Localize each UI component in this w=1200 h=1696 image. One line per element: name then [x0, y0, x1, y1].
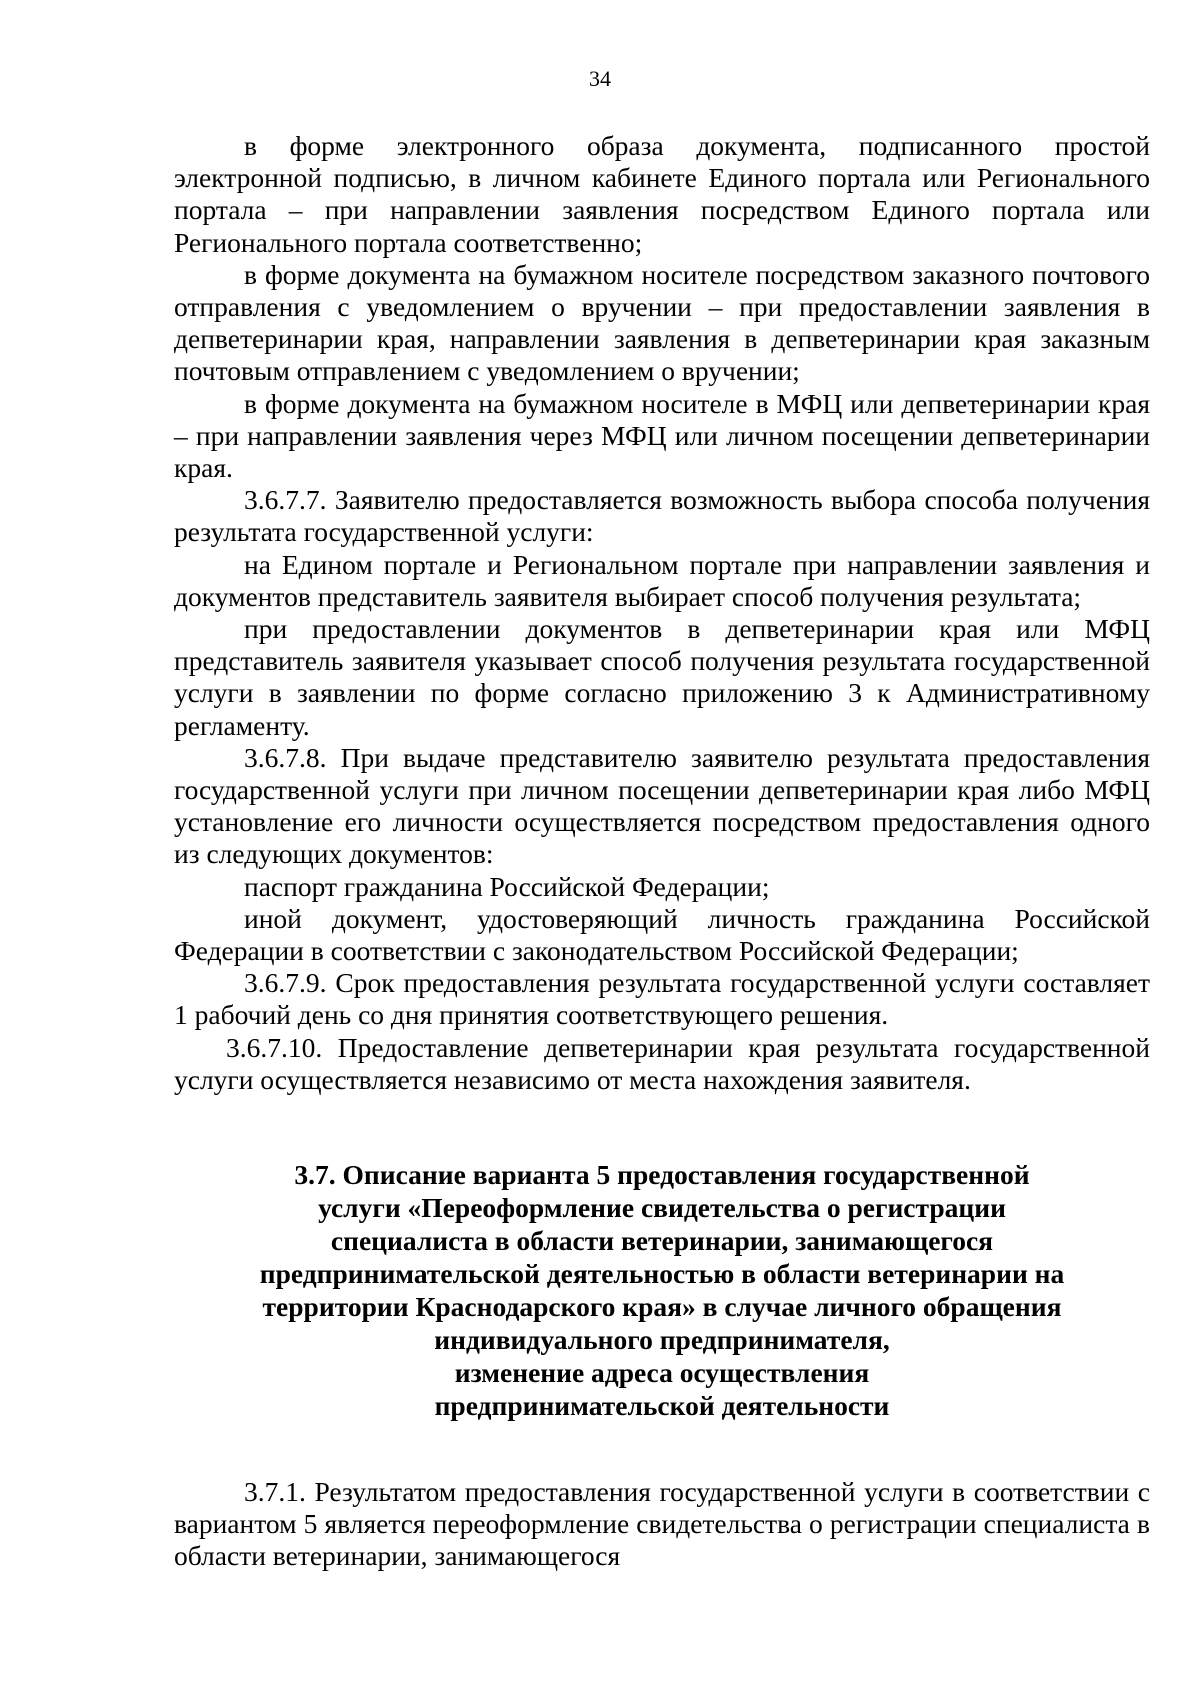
document-body [174, 130, 1150, 1096]
paragraph: при предоставлении документов в депветеринарии края или МФЦ представитель заявителя указывает способ получения результата государственной услуги в заявлении по форме согласно приложению 3 к Административному регламенту. [174, 613, 1150, 741]
heading-line: предпринимательской деятельностью в области ветеринарии на [259, 1258, 1065, 1289]
paragraph: 3.6.7.8. При выдаче представителю заявителю результата предоставления государственной услуги при личном посещении депветеринарии края либо МФЦ установление его личности осуществляется посредством предоставления одного из следующих документов: [174, 741, 1150, 870]
heading-line: индивидуального предпринимателя, [434, 1324, 890, 1355]
paragraph: 3.6.7.9. Срок предоставления результата государственной услуги составляет 1 рабочий день со дня принятия соответствующего решения. [174, 967, 1150, 1031]
paragraph: на Едином портале и Региональном портале при направлении заявления и документов представитель заявителя выбирает способ получения результата; [174, 548, 1150, 612]
paragraph: 3.6.7.10. Предоставление депветеринарии края результата государственной услуги осуществляется независимо от места нахождения заявителя. [174, 1031, 1150, 1095]
heading-line: услуги «Переоформление свидетельства о регистрации [318, 1192, 1006, 1223]
paragraph: 3.7.1. Результатом предоставления государственной услуги в соответствии с вариантом 5 является переоформление свидетельства о регистрации специалиста в области ветеринарии, занимающегося [174, 1476, 1150, 1572]
heading-line: 3.7. Описание варианта 5 предоставления государственной [294, 1159, 1030, 1190]
paragraph: в форме документа на бумажном носителе в МФЦ или депветеринарии края – при направлении заявления через МФЦ или личном посещении депветеринарии края. [174, 387, 1150, 484]
heading-line: специалиста в области ветеринарии, занимающегося [330, 1225, 994, 1256]
section-heading [174, 1158, 1150, 1422]
section-body [174, 1476, 1150, 1573]
paragraph: 3.6.7.7. Заявителю предоставляется возможность выбора способа получения результата государственной услуги: [174, 484, 1150, 548]
paragraph: паспорт гражданина Российской Федерации; [244, 870, 770, 902]
heading-line: изменение адреса осуществления [454, 1357, 870, 1388]
heading-line: территории Краснодарского края» в случае личного обращения [262, 1291, 1062, 1322]
paragraph: в форме электронного образа документа, подписанного простой электронной подписью, в личном кабинете Единого портала или Регионального портала – при направлении заявления посредством Единого портала или Регионального портала соответственно; [174, 130, 1150, 258]
paragraph: иной документ, удостоверяющий личность гражданина Российской Федерации в соответствии с законодательством Российской Федерации; [174, 902, 1150, 967]
page-number: 34 [589, 66, 611, 91]
paragraph: в форме документа на бумажном носителе посредством заказного почтового отправления с уведомлением о вручении – при предоставлении заявления в депветеринарии края, направлении заявления в депветеринарии края заказным почтовым отправлением с уведомлением о вручении; [174, 258, 1150, 387]
heading-line: предпринимательской деятельности [434, 1390, 890, 1421]
